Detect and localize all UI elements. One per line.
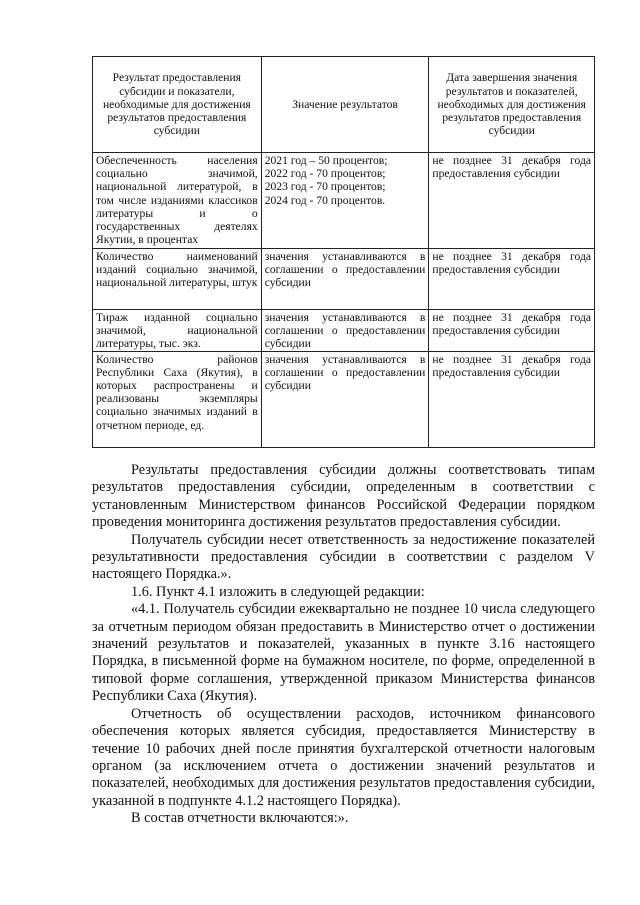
table-row [93, 153, 595, 249]
value-line: 2022 год - 70 процентов; [264, 167, 386, 181]
row-value: значения устанавливаются в соглашении о предоставлении субсидии [261, 351, 429, 447]
paragraph: Результаты предоставления субсидии должны соответствовать типам результатов предоставления субсидии, определенным в соответствии с установленным Министерством финансов Российской Федерации порядком проведения мониторинга достижения результатов предоставления субсидии. [92, 462, 595, 531]
paragraph: В состав отчетности включаются:». [131, 810, 349, 827]
table-header-row [93, 57, 595, 153]
row-result: Количество наименований изданий социально значимой, национальной литературы, штук [93, 249, 262, 310]
row-values [261, 153, 429, 249]
results-table [92, 56, 595, 448]
paragraph: Получатель субсидии несет ответственность за недостижение показателей результативности предоставления субсидии в соответствии с разделом V настоящего Порядка.». [92, 531, 595, 583]
row-deadline: не позднее 31 декабря года предоставления субсидии [429, 351, 595, 447]
row-result: Обеспеченность населения социально значимой, национальной литературой, в том числе изданиями классиков литературы и о государственных деятелях Якутии, в процентах [93, 153, 262, 249]
header-result: Результат предоставления субсидии и показатели, необходимые для достижения результатов предоставления субсидии [93, 57, 262, 153]
row-deadline: не позднее 31 декабря года предоставления субсидии [429, 249, 595, 310]
row-value: значения устанавливаются в соглашении о предоставлении субсидии [261, 249, 429, 310]
row-result: Тираж изданной социально значимой, национальной литературы, тыс. экз. [93, 310, 262, 352]
table-row [93, 310, 595, 352]
value-line: 2023 год - 70 процентов; [264, 180, 386, 194]
row-result: Количество районов Республики Саха (Якутия), в которых распространены и реализованы экземпляры социально значимых изданий в отчетном периоде, ед. [93, 351, 262, 447]
value-line: 2024 год - 70 процентов. [264, 193, 386, 207]
row-value: значения устанавливаются в соглашении о предоставлении субсидии [261, 310, 429, 352]
header-deadline: Дата завершения значения результатов и показателей, необходимых для достижения результатов предоставления субсидии [429, 57, 595, 153]
row-deadline: не позднее 31 декабря года предоставления субсидии [429, 310, 595, 352]
paragraph: «4.1. Получатель субсидии ежеквартально не позднее 10 числа следующего за отчетным периодом обязан предоставить в Министерство отчет о достижении значений результатов и показателей, указанных в пункте 3.16 настоящего Порядка, в письменной форме на бумажном носителе, по форме, определенной в типовой форме соглашения, утвержденной приказом Министерства финансов Республики Саха (Якутия). [92, 601, 595, 705]
header-value: Значение результатов [261, 57, 429, 153]
paragraph: Отчетность об осуществлении расходов, источником финансового обеспечения которых является субсидия, предоставляется Министерству в течение 10 рабочих дней после принятия бухгалтерской отчетности налоговым органом (за исключением отчета о достижении значений результатов и показателей, необходимых для достижения результатов предоставления субсидии, указанной в подпункте 4.1.2 настоящего Порядка). [92, 705, 595, 809]
table-row [93, 249, 595, 310]
document-body [92, 462, 595, 828]
paragraph: 1.6. Пункт 4.1 изложить в следующей редакции: [131, 583, 425, 600]
value-line: 2021 год – 50 процентов; [264, 154, 388, 167]
row-deadline: не позднее 31 декабря года предоставления субсидии [429, 153, 595, 249]
table-row [93, 351, 595, 447]
